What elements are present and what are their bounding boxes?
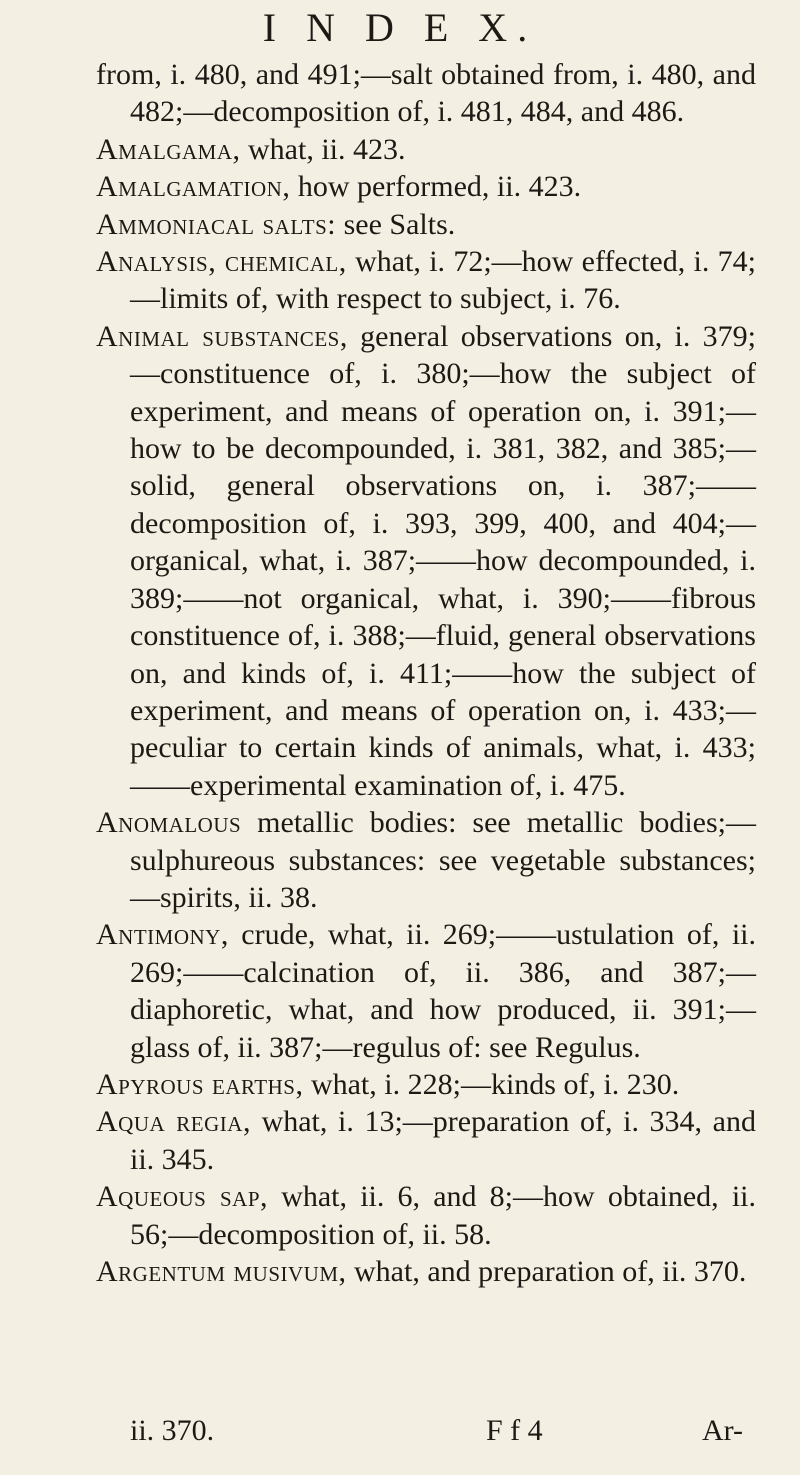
entry-text: what, i. 228;—kinds of, i. 230. — [310, 1067, 680, 1101]
index-entry — [96, 56, 756, 131]
index-entry — [96, 1178, 756, 1253]
entry-text: general observations on, i. 379;—constituence of, i. 380;—how the subject of experiment, and means of operation on, i. 391;—how to be decompounded, i. 381, 382, and 385;—solid, general observations on, i. 387;——decomposition of, i. 393, 399, 400, and 404;—organical, what, i. 387;——how decompounded, i. 389;——not organical, what, i. 390;——fibrous constituence of, i. 388;—fluid, general observations on, and kinds of, i. 411;——how the subject of experiment, and means of operation on, i. 433;—peculiar to certain kinds of animals, what, i. 433;——experimental examination of, i. 475. — [130, 319, 756, 802]
entry-text: what, ii. 423. — [248, 132, 406, 166]
index-entry — [96, 131, 756, 168]
entry-text: metallic bodies: see metallic bodies;—sulphureous substances: see vegetable substances;—spirits, ii. 38. — [130, 806, 757, 914]
entry-heading: Animal substances, — [96, 319, 348, 353]
entry-text: crude, what, ii. 269;——ustulation of, ii. 269;——calcination of, ii. 386, and 387;—diaphoretic, what, and how produced, ii. 391;—glass of, ii. 387;—regulus of: see Regulus. — [130, 918, 757, 1064]
index-entry — [96, 1103, 756, 1178]
last-entry-reference: ii. 370. — [130, 1414, 215, 1447]
signature-mark: F f 4 — [486, 1414, 543, 1447]
index-entry — [96, 168, 756, 205]
entry-heading: Apyrous earths, — [96, 1067, 304, 1101]
index-entry — [96, 318, 756, 804]
entry-heading: Aqua regia, — [96, 1105, 251, 1139]
entry-heading: Anomalous — [96, 806, 242, 840]
entry-heading: Argentum musivum, — [96, 1255, 347, 1288]
entry-text: what, ii. 6, and 8;—how obtained, ii. 56;—decomposition of, ii. 58. — [130, 1180, 756, 1251]
index-entry — [96, 1066, 756, 1103]
index-entry — [96, 804, 756, 916]
index-entry — [96, 206, 756, 243]
page-header: I N D E X. — [262, 5, 538, 50]
entry-heading: Antimony, — [96, 918, 229, 952]
entry-heading: Analysis, chemical, — [96, 245, 347, 279]
index-entry — [96, 243, 756, 318]
entry-text: what, i. 72;—how effected, i. 74;—limits of, with respect to subject, i. 76. — [130, 245, 757, 316]
entry-heading: Aqueous sap, — [96, 1180, 269, 1214]
entry-text: how performed, ii. 423. — [297, 170, 582, 204]
index-entry — [96, 1253, 756, 1290]
entry-text: from, i. 480, and 491;—salt obtained from, i. 480, and 482;—decomposition of, i. 481, 484, and 486. — [96, 58, 756, 129]
entry-text: what, i. 13;—preparation of, i. 334, and ii. 345. — [130, 1105, 756, 1176]
index-entry — [96, 916, 756, 1066]
entry-heading: Amalgamation, — [96, 170, 291, 204]
entry-text: what, and preparation of, ii. 370. — [354, 1255, 747, 1288]
entry-heading: Amalgama, — [96, 132, 241, 166]
entry-text: see Salts. — [343, 207, 456, 241]
entry-heading: Ammoniacal salts: — [96, 207, 337, 241]
index-entries — [96, 56, 756, 1290]
catchword: Ar- — [702, 1414, 744, 1447]
